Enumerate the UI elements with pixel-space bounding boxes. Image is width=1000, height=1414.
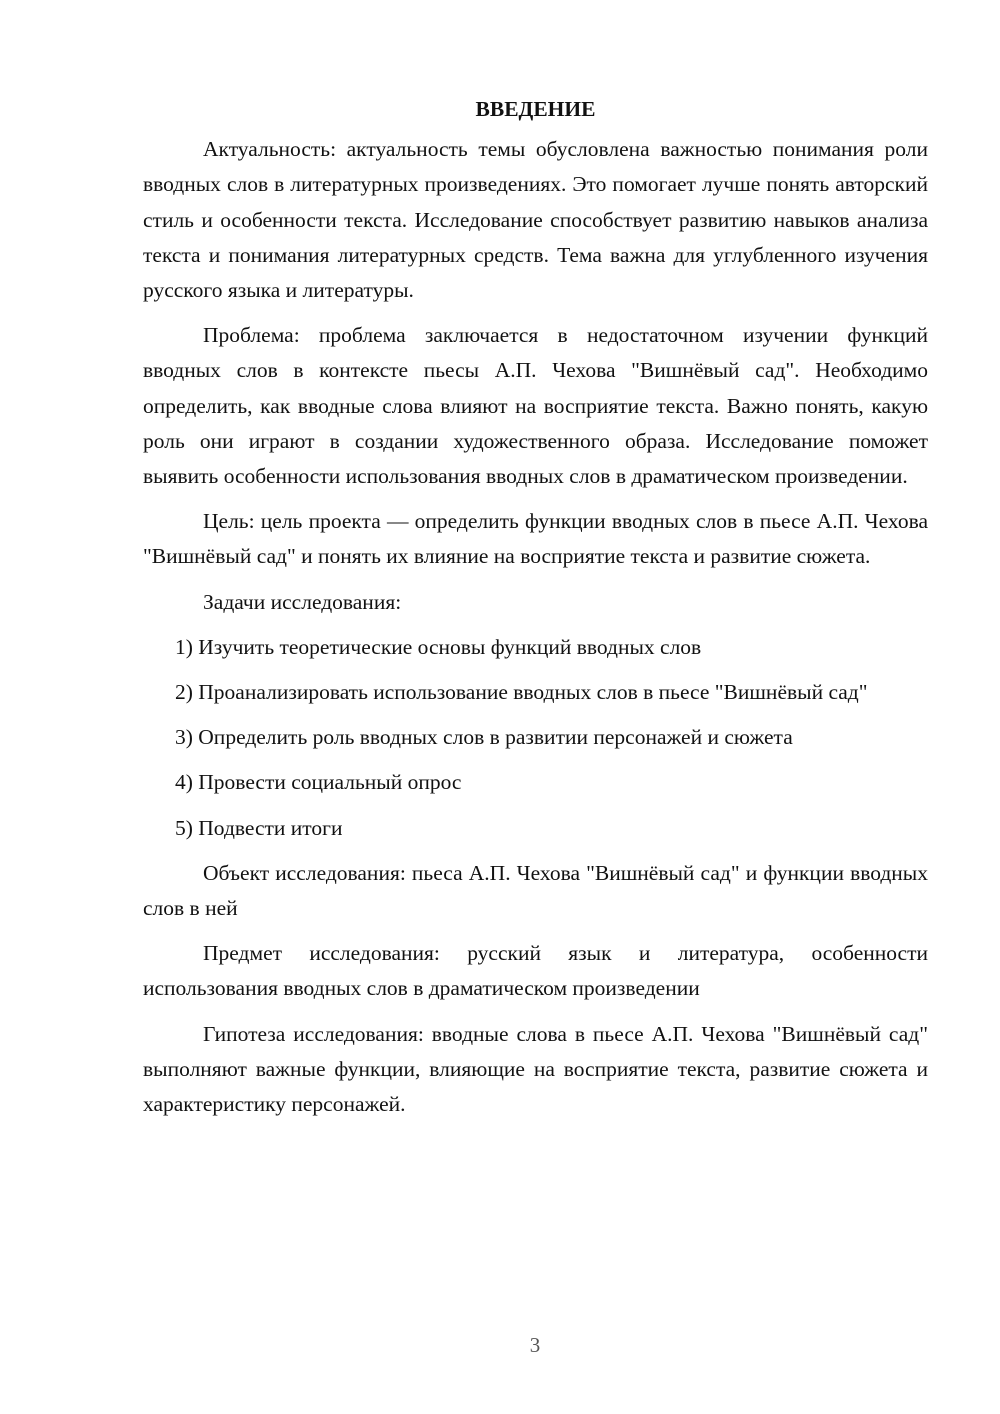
task-item-2: 2) Проанализировать использование вводных слов в пьесе "Вишнёвый сад"	[175, 680, 868, 705]
paragraph-subject: Предмет исследования: русский язык и литература, особенности использования вводных слов в драматическом произведении	[143, 941, 928, 1001]
paragraph-problem: Проблема: проблема заключается в недостаточном изучении функций вводных слов в контексте пьесы А.П. Чехова "Вишнёвый сад". Необходимо определить, как вводные слова влияют на восприятие текста. Важно понять, какую роль они играют в создании художественного образа. Исследование поможет выявить особенности использования вводных слов в драматическом произведении.	[143, 323, 928, 489]
document-body	[143, 92, 928, 1132]
task-item-1: 1) Изучить теоретические основы функций вводных слов	[175, 634, 702, 659]
page-title: ВВЕДЕНИЕ	[475, 97, 596, 121]
task-item-5: 5) Подвести итоги	[175, 815, 343, 840]
task-item-4: 4) Провести социальный опрос	[175, 770, 462, 795]
paragraph-hypothesis: Гипотеза исследования: вводные слова в пьесе А.П. Чехова "Вишнёвый сад" выполняют важные функции, влияющие на восприятие текста, развитие сюжета и характеристику персонажей.	[143, 1021, 928, 1117]
paragraph-goal: Цель: цель проекта — определить функции вводных слов в пьесе А.П. Чехова "Вишнёвый сад" и понять их влияние на восприятие текста и развитие сюжета.	[143, 509, 928, 569]
paragraph-relevance: Актуальность: актуальность темы обусловлена важностью понимания роли вводных слов в литературных произведениях. Это помогает лучше понять авторский стиль и особенности текста. Исследование способствует развитию навыков анализа текста и понимания литературных средств. Тема важна для углубленного изучения русского языка и литературы.	[143, 137, 928, 303]
tasks-heading: Задачи исследования:	[203, 589, 402, 614]
paragraph-object: Объект исследования: пьеса А.П. Чехова "Вишнёвый сад" и функции вводных слов в ней	[143, 860, 928, 921]
page-number: 3	[529, 1333, 541, 1357]
task-item-3: 3) Определить роль вводных слов в развитии персонажей и сюжета	[175, 725, 793, 750]
